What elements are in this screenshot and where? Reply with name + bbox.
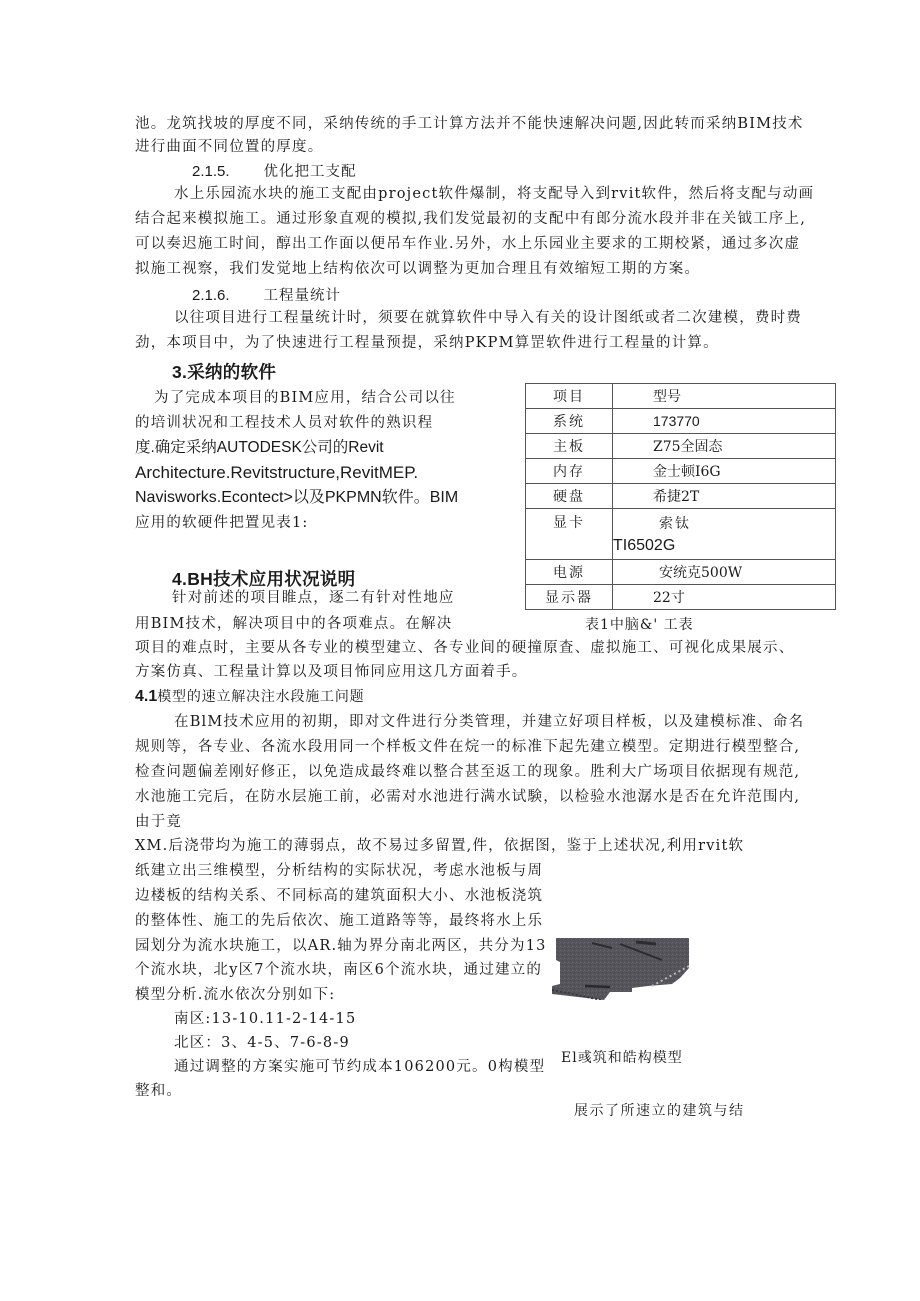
table-row bbox=[526, 434, 836, 459]
paragraph-line: 整和。 bbox=[135, 1083, 183, 1099]
table-cell-key: 内存 bbox=[526, 459, 613, 484]
heading-title: 模型的速立解决注水段施工问题 bbox=[157, 689, 365, 705]
table-cell-key: 系统 bbox=[526, 409, 613, 434]
paragraph-line: 在BlM技术应用的初期，即对文件进行分类管理，并建立好项目样板，以及建模标准、命名 bbox=[174, 714, 805, 730]
paragraph-line: 进行曲面不同位置的厚度。 bbox=[135, 139, 324, 155]
table-cell-value bbox=[613, 509, 836, 560]
table-row bbox=[526, 560, 836, 585]
heading-number: 2.1.6. bbox=[192, 287, 230, 304]
table-cell-value: 安统克500W bbox=[613, 560, 836, 585]
paragraph-line: 检查问题偏差刚好修正，以免造成最终难以整合甚至返工的现象。胜利大广场项目依据现有规范, bbox=[135, 764, 801, 780]
table-cell-value: Z75全固态 bbox=[613, 434, 836, 459]
table-header-row bbox=[526, 384, 836, 409]
paragraph-line: 为了完成本项目的BIM应用，结合公司以往 bbox=[154, 390, 456, 406]
table-cell-key: 显示器 bbox=[526, 585, 613, 610]
figure-note: 展示了所速立的建筑与结 bbox=[574, 1103, 745, 1119]
table-header-key: 项目 bbox=[526, 384, 613, 409]
paragraph-line: 的整体性、施工的先后依次、施工道路等等，最终将水上乐 bbox=[135, 913, 544, 929]
paragraph-line: 应用的软硬件把置见表1: bbox=[135, 515, 309, 531]
heading-title: 工程量统计 bbox=[263, 288, 342, 304]
paragraph-line: 以往项目进行工程量统计时，须要在就算软件中导入有关的设计图纸或者二次建模，费时费 bbox=[174, 310, 802, 326]
paragraph-line: 园划分为流水块施工，以AR.轴为界分南北两区，共分为13 bbox=[135, 938, 547, 954]
paragraph-line: 方案仿真、工程量计算以及项目怖同应用这几方面着手。 bbox=[135, 664, 528, 680]
table-row bbox=[526, 509, 836, 560]
figure-caption: El彧筑和皓构模型 bbox=[561, 1050, 683, 1066]
paragraph-line: 结合起来模拟施工。通过形象直观的模拟,我们发觉最初的支配中有郎分流水段并非在关钺工序上, bbox=[135, 211, 807, 227]
paragraph-line: 针对前述的项目睢点，逐二有针对性地应 bbox=[172, 590, 455, 606]
table-row bbox=[526, 409, 836, 434]
table-cell-value-line1: 索钛 bbox=[659, 516, 691, 532]
paragraph-line: Navisworks.Econtect>以及PKPMN软件。BIM bbox=[135, 489, 459, 506]
paragraph-line: 度.确定采纳AUTODESK公司的Revit bbox=[135, 439, 384, 456]
table-header-value: 型号 bbox=[613, 384, 836, 409]
paragraph-line: 拟施工视察，我们发觉地上结构依次可以调整为更加合理且有效缩短工期的方案。 bbox=[135, 261, 701, 277]
paragraph-line: 通过调整的方案实施可节约成本106200元。0构模型 bbox=[174, 1059, 546, 1075]
paragraph-line: 模型分析.流水依次分别如下: bbox=[135, 987, 336, 1003]
table-cell-key: 硬盘 bbox=[526, 484, 613, 509]
table-cell-value: 173770 bbox=[613, 409, 836, 434]
subsection-heading-2-1-5 bbox=[192, 160, 357, 181]
subsection-heading-2-1-6 bbox=[192, 284, 341, 305]
paragraph-line: 的培训状况和工程技术人员对软件的熟识程 bbox=[135, 415, 434, 431]
building-model-icon bbox=[552, 938, 689, 1000]
paragraph-line: 项目的难点时，主要从各专业的模型建立、各专业间的硬撞原査、虚拟施工、可视化成果展示、 bbox=[135, 640, 795, 656]
subsection-heading-4-1 bbox=[135, 686, 364, 706]
paragraph-line: Architecture.Revitstructure,RevitMEP. bbox=[135, 463, 419, 482]
paragraph-line: 水上乐园流水块的施工支配由project软件爆制，将支配导入到rvit软件，然后将支配与动画 bbox=[174, 186, 815, 202]
paragraph-line: 纸建立出三维模型，分析结构的实际状况，考虑水池板与周 bbox=[135, 863, 544, 879]
paragraph-line: 可以奏迟施工时间，醇出工作面以便吊车作业.另外，水上乐园业主要求的工期校紧，通过多次虚 bbox=[135, 236, 801, 252]
heading-number: 4.1 bbox=[135, 688, 158, 705]
paragraph-line: 南区:13-10.11-2-14-15 bbox=[174, 1011, 357, 1027]
table-cell-key: 显卡 bbox=[526, 509, 613, 560]
table-cell-value: 22寸 bbox=[613, 585, 836, 610]
heading-title: 优化把工支配 bbox=[263, 164, 357, 180]
paragraph-line: 边楼板的结构关系、不同标高的建筑面积大小、水池板浇筑 bbox=[135, 888, 544, 904]
paragraph-line: 水池施工完后，在防水层施工前，必需对水池进行满水试験，以检验水池潺水是否在允许范围内, bbox=[135, 789, 801, 805]
table-row bbox=[526, 459, 836, 484]
paragraph-line: 由于竟 bbox=[135, 814, 183, 830]
table-row bbox=[526, 585, 836, 610]
table-cell-value: 希捷2T bbox=[613, 484, 836, 509]
paragraph-line: 用BIM技术，解决项目中的各项难点。在解决 bbox=[135, 616, 453, 632]
heading-number: 2.1.5. bbox=[192, 163, 230, 180]
table-cell-key: 电源 bbox=[526, 560, 613, 585]
table-row bbox=[526, 484, 836, 509]
paragraph-line: XM.后浇带均为施工的薄弱点，故不易过多留置,件，依据图，鉴于上述状况,利用rvit软 bbox=[135, 838, 745, 854]
section-heading-4: 4.BH技术应用状况说明 bbox=[172, 569, 356, 589]
table-cell-value-line2: TI6502G bbox=[613, 537, 676, 554]
paragraph-line: 池。龙筑找坡的厚度不同，采纳传统的手工计算方法并不能快速解决问题,因此转而采纳BIM技术 bbox=[135, 116, 804, 132]
building-structure-model-image bbox=[552, 938, 689, 1000]
paragraph-line: 北区：3、4-5、7-6-8-9 bbox=[174, 1035, 350, 1051]
paragraph-line: 个流水块，北y区7个流水块，南区6个流水块，通过建立的 bbox=[135, 962, 543, 978]
table-cell-key: 主板 bbox=[526, 434, 613, 459]
paragraph-line: 规则等，各专业、各流水段用同一个样板文件在烷一的标准下起先建立模型。定期进行模型整合, bbox=[135, 739, 801, 755]
table-caption: 表1中脑&' 工表 bbox=[585, 617, 694, 633]
paragraph-line: 劲，本项目中，为了快速进行工程量预提，采纳PKPM算罡软件进行工程量的计算。 bbox=[135, 335, 719, 351]
section-heading-3: 3.采纳的软件 bbox=[172, 362, 277, 382]
hardware-spec-table bbox=[525, 383, 836, 610]
table-cell-value: 金士顿I6G bbox=[613, 459, 836, 484]
